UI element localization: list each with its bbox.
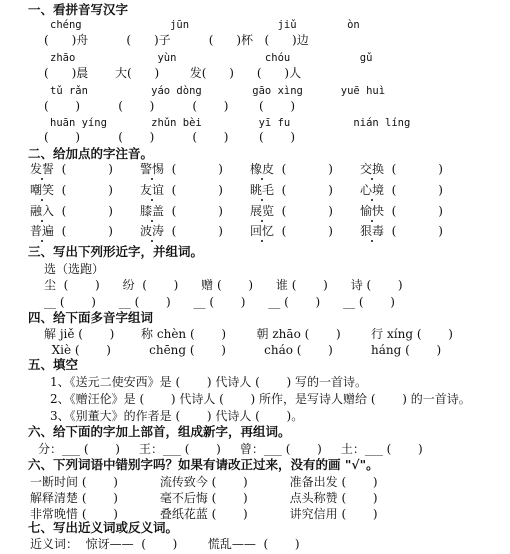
similar-char-row-1: 尘 ( ) 纷 ( ) 赠 ( ) 谁 ( ) 诗 ( ) <box>44 278 403 292</box>
answer-open-paren: ( <box>391 224 397 238</box>
pinyin-row-3: tǔ rǎn yáo dòng gāo xìng yuē huì <box>50 85 386 97</box>
annotate-word: 波涛 <box>140 224 165 238</box>
annotate-item <box>140 183 223 197</box>
radical-line: 分：___ ( ) 王：___ ( ) 曾：___ ( ) 土：___ ( ) <box>38 442 423 456</box>
answer-open-paren: ( <box>61 183 67 197</box>
answer-row-2: ( )晨 大( ) 发( ) ( )人 <box>44 66 302 80</box>
annotate-item <box>250 162 333 176</box>
answer-close-paren: ) <box>96 183 113 197</box>
answer-row-3: ( ) ( ) ( ) ( ) <box>44 99 296 113</box>
annotate-word: 愉快 <box>360 204 385 218</box>
typo-row-1: 一断时间 ( ) 流传致今 ( ) 准备出发 ( ) <box>30 475 378 489</box>
annotate-item <box>360 204 443 218</box>
answer-open-paren: ( <box>281 224 287 238</box>
section-typo-title: 六、下列词语中错别字吗？如果有请改正过来，没有的画 "√"。 <box>28 457 379 472</box>
section-2-title: 二、给加点的字注音。 <box>28 146 154 161</box>
answer-close-paren: ) <box>206 183 223 197</box>
answer-open-paren: ( <box>281 183 287 197</box>
answer-close-paren: ) <box>96 204 113 218</box>
annotate-item <box>250 183 333 197</box>
answer-open-paren: ( <box>61 162 67 176</box>
typo-row-3: 非常晚惜 ( ) 叠纸花蓝 ( ) 讲究信用 ( ) <box>30 507 378 521</box>
answer-close-paren: ) <box>316 162 333 176</box>
answer-close-paren: ) <box>316 224 333 238</box>
answer-close-paren: ) <box>426 183 443 197</box>
pinyin-row-1: chéng jūn jiǔ òn <box>50 19 360 31</box>
annotate-word: 融入 <box>30 204 55 218</box>
answer-close-paren: ) <box>316 204 333 218</box>
answer-row-1: ( )舟 ( )子 ( )杯 ( )边 <box>44 33 309 47</box>
polyphone-row-1: 解 jiě ( ) 称 chèn ( ) 朝 zhāo ( ) 行 xíng ( ) <box>44 327 453 341</box>
answer-open-paren: ( <box>61 204 67 218</box>
fill-line-1: 1、《送元二使安西》是 ( ) 代诗人 ( ) 写的一首诗。 <box>50 375 368 389</box>
polyphone-row-2: Xiè ( ) chēng ( ) cháo ( ) háng ( ) <box>44 343 442 357</box>
section-4-title: 四、给下面多音字组词 <box>28 310 154 325</box>
annotate-word: 膝盖 <box>140 204 165 218</box>
annotate-item <box>140 162 223 176</box>
pinyin-row-4: huān yíng zhǔn bèi yī fu nián líng <box>50 117 411 129</box>
answer-open-paren: ( <box>391 204 397 218</box>
section-3-title: 三、写出下列形近字，并组词。 <box>28 244 204 259</box>
answer-close-paren: ) <box>96 224 113 238</box>
annotate-word: 回忆 <box>250 224 275 238</box>
annotate-item <box>140 224 223 238</box>
annotate-item <box>360 162 443 176</box>
answer-close-paren: ) <box>206 162 223 176</box>
section-6-title: 六、给下面的字加上部首，组成新字，再组词。 <box>28 424 291 439</box>
annotate-item <box>360 183 443 197</box>
synonym-line: 近义词： 惊讶—— ( ) 慌乱—— ( ) <box>30 537 300 551</box>
answer-open-paren: ( <box>171 183 177 197</box>
answer-open-paren: ( <box>281 162 287 176</box>
annotate-word: 发誓 <box>30 162 55 176</box>
example-text: 选（选跑） <box>44 262 105 276</box>
answer-open-paren: ( <box>391 162 397 176</box>
fill-line-2: 2、《赠汪伦》是 ( ) 代诗人 ( ) 所作，是写诗人赠给 ( ) 的一首诗。 <box>50 392 471 406</box>
answer-close-paren: ) <box>426 224 443 238</box>
annotate-word: 橡皮 <box>250 162 275 176</box>
answer-close-paren: ) <box>426 204 443 218</box>
annotate-word: 友谊 <box>140 183 165 197</box>
annotate-item <box>30 224 113 238</box>
answer-row-4: ( ) ( ) ( ) ( ) <box>44 130 296 144</box>
annotate-item <box>30 162 113 176</box>
section-1-title: 一、看拼音写汉字 <box>28 2 129 17</box>
annotate-item <box>30 204 113 218</box>
annotate-word: 警惕 <box>140 162 165 176</box>
annotate-word: 普遍 <box>30 224 55 238</box>
answer-open-paren: ( <box>281 204 287 218</box>
annotate-word: 眺毛 <box>250 183 275 197</box>
answer-close-paren: ) <box>206 224 223 238</box>
typo-row-2: 解释清楚 ( ) 毫不后悔 ( ) 点头称赞 ( ) <box>30 491 378 505</box>
answer-open-paren: ( <box>61 224 67 238</box>
annotate-item <box>360 224 443 238</box>
section-7-title: 七、写出近义词或反义词。 <box>28 520 179 535</box>
annotate-item <box>250 204 333 218</box>
annotate-word: 展览 <box>250 204 275 218</box>
pinyin-row-2: zhāo yùn chóu gǔ <box>50 52 373 64</box>
answer-close-paren: ) <box>316 183 333 197</box>
annotate-word: 交换 <box>360 162 385 176</box>
similar-char-row-2: __ ( ) __ ( ) __ ( ) __ ( ) __ ( ) <box>44 295 395 309</box>
annotate-word: 心境 <box>360 183 385 197</box>
annotate-word: 嘲笑 <box>30 183 55 197</box>
answer-open-paren: ( <box>391 183 397 197</box>
annotate-word: 狠毒 <box>360 224 385 238</box>
annotate-item <box>140 204 223 218</box>
annotate-item <box>250 224 333 238</box>
answer-close-paren: ) <box>206 204 223 218</box>
answer-close-paren: ) <box>96 162 113 176</box>
answer-open-paren: ( <box>171 224 177 238</box>
section-5-title: 五、填空 <box>28 357 79 372</box>
answer-open-paren: ( <box>171 204 177 218</box>
answer-close-paren: ) <box>426 162 443 176</box>
answer-open-paren: ( <box>171 162 177 176</box>
annotate-item <box>30 183 113 197</box>
fill-line-3: 3、《别董大》的作者是 ( ) 代诗人 ( )。 <box>50 409 304 423</box>
